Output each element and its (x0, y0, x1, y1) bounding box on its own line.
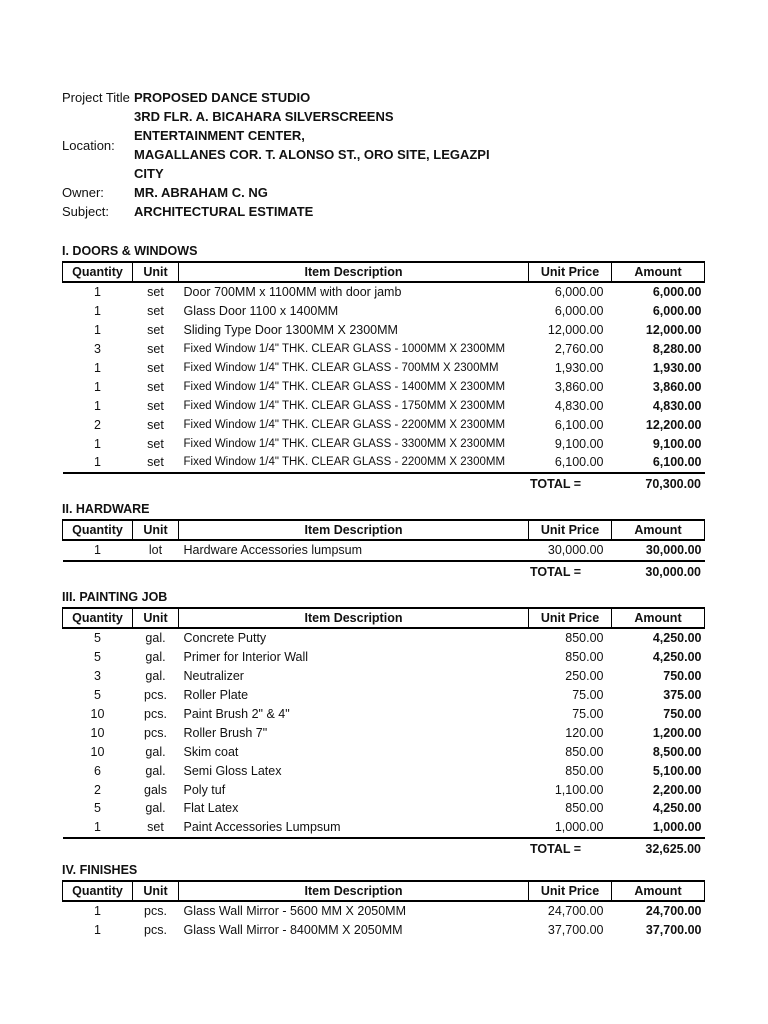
description-cell: Primer for Interior Wall (183, 650, 309, 665)
unit-header: Unit (133, 262, 179, 282)
section-painting-job (62, 589, 704, 859)
quantity-cell: 1 (94, 379, 101, 394)
owner-row (62, 183, 532, 202)
quantity-cell: 1 (63, 453, 133, 473)
quantity-cell: 10 (90, 725, 105, 740)
section-title: III. PAINTING JOB (62, 590, 168, 604)
description-cell: Glass Wall Mirror - 5600 MM X 2050MM (183, 904, 406, 919)
amount-cell: 750.00 (663, 669, 702, 684)
amount-cell: 24,700.00 (645, 904, 702, 919)
amount-cell: 6,000.00 (652, 285, 702, 300)
table-row (63, 742, 705, 761)
amount-header: Amount (612, 262, 705, 282)
table-row (63, 396, 705, 415)
table-row (63, 628, 705, 648)
description-cell: Hardware Accessories lumpsum (179, 540, 529, 561)
unit-price-cell: 850.00 (565, 744, 604, 759)
unit-price-cell: 3,860.00 (554, 379, 604, 394)
quantity-cell: 1 (94, 361, 101, 375)
table-row (63, 359, 705, 378)
description-cell: Fixed Window 1/4" THK. CLEAR GLASS - 1000MM X 2300MM (183, 343, 506, 356)
quantity-cell: 5 (94, 801, 101, 816)
unit-price-cell: 850.00 (565, 763, 604, 778)
description-cell: Glass Wall Mirror - 8400MM X 2050MM (183, 923, 403, 938)
unit-price-cell: 850.00 (565, 650, 604, 665)
unit-price-cell: 850.00 (565, 801, 604, 816)
unit-cell: lot (133, 540, 179, 561)
unit-price-header: Unit Price (529, 881, 612, 901)
unit-price-cell: 6,000.00 (554, 304, 604, 319)
project-title-value: PROPOSED DANCE STUDIO (134, 90, 311, 105)
quantity-header: Quantity (63, 262, 133, 282)
unit-price-header: Unit Price (529, 262, 612, 282)
unit-cell: set (147, 285, 164, 300)
total-label: TOTAL = (530, 841, 582, 856)
description-cell: Roller Brush 7" (183, 725, 268, 740)
description-cell: Paint Brush 2" & 4" (183, 707, 290, 721)
amount-cell: 8,500.00 (652, 744, 702, 759)
description-cell: Semi Gloss Latex (183, 763, 282, 778)
quantity-cell: 1 (63, 818, 133, 838)
unit-price-cell: 850.00 (565, 631, 604, 646)
amount-header: Amount (612, 881, 705, 901)
location-label: Location: (62, 137, 115, 153)
quantity-cell: 1 (94, 285, 101, 300)
section-total (62, 839, 704, 859)
unit-cell: set (147, 323, 164, 338)
unit-price-cell: 37,700.00 (547, 923, 604, 938)
amount-cell: 750.00 (663, 707, 702, 721)
table-row (63, 705, 705, 724)
unit-price-cell: 9,100.00 (554, 436, 604, 451)
section-total (62, 474, 704, 494)
amount-header: Amount (612, 520, 705, 540)
table-row (63, 453, 705, 473)
estimate-table (62, 261, 705, 474)
description-header: Item Description (179, 262, 529, 282)
table-row (63, 377, 705, 396)
location-row (62, 107, 532, 183)
table-row (63, 686, 705, 705)
unit-price-cell: 250.00 (565, 669, 604, 684)
table-row (63, 415, 705, 434)
unit-price-cell: 4,830.00 (554, 398, 604, 413)
unit-cell: gal. (145, 631, 166, 646)
table-row (63, 648, 705, 667)
description-cell: Door 700MM x 1100MM with door jamb (183, 285, 402, 300)
table-row (63, 302, 705, 321)
unit-header: Unit (133, 520, 179, 540)
project-title-label: Project Title (62, 90, 130, 105)
table-row (63, 901, 705, 921)
table-header-row (63, 881, 705, 901)
amount-cell: 12,000.00 (645, 323, 702, 338)
table-row (63, 761, 705, 780)
table-row (63, 340, 705, 359)
owner-value: MR. ABRAHAM C. NG (134, 185, 268, 200)
quantity-cell: 1 (94, 304, 101, 319)
unit-price-cell: 30,000.00 (529, 540, 612, 561)
description-cell: Fixed Window 1/4" THK. CLEAR GLASS - 700MM X 2300MM (183, 362, 499, 374)
unit-price-cell: 75.00 (572, 688, 604, 703)
unit-price-header: Unit Price (529, 520, 612, 540)
description-cell: Glass Door 1100 x 1400MM (183, 304, 339, 319)
unit-cell: gal. (145, 744, 166, 759)
amount-cell: 37,700.00 (645, 923, 702, 938)
amount-cell: 12,200.00 (645, 417, 702, 432)
estimate-table (62, 880, 705, 940)
unit-price-cell: 120.00 (565, 725, 604, 740)
description-header: Item Description (179, 608, 529, 628)
quantity-cell: 5 (94, 631, 101, 646)
section-doors-windows (62, 243, 704, 494)
table-row (63, 921, 705, 940)
unit-cell: pcs. (144, 707, 167, 721)
section-title: IV. FINISHES (62, 863, 138, 877)
amount-cell: 6,100.00 (612, 453, 705, 473)
section-finishes (62, 862, 704, 940)
description-cell: Paint Accessories Lumpsum (179, 818, 529, 838)
unit-price-cell: 75.00 (572, 707, 604, 721)
unit-cell: set (147, 398, 164, 413)
unit-cell: set (147, 417, 164, 432)
unit-cell: set (147, 379, 164, 394)
total-value: 30,000.00 (645, 564, 701, 579)
amount-cell: 1,000.00 (612, 818, 705, 838)
subject-value: ARCHITECTURAL ESTIMATE (134, 204, 314, 219)
unit-cell: pcs. (144, 923, 167, 938)
quantity-cell: 3 (94, 669, 101, 684)
quantity-cell: 1 (94, 904, 101, 919)
quantity-cell: 2 (94, 417, 101, 432)
unit-price-cell: 6,100.00 (529, 453, 612, 473)
unit-cell: set (147, 342, 164, 357)
table-row (63, 799, 705, 818)
total-label: TOTAL = (530, 476, 582, 491)
description-cell: Neutralizer (183, 669, 244, 684)
quantity-cell: 2 (94, 782, 101, 797)
unit-cell: pcs. (144, 904, 167, 919)
quantity-cell: 10 (90, 744, 105, 759)
estimate-table (62, 607, 705, 839)
quantity-cell: 6 (94, 763, 101, 778)
description-cell: Sliding Type Door 1300MM X 2300MM (183, 323, 398, 338)
subject-row (62, 202, 532, 221)
description-header: Item Description (179, 520, 529, 540)
unit-cell: set (133, 453, 179, 473)
unit-header: Unit (133, 881, 179, 901)
quantity-cell: 1 (94, 923, 101, 938)
description-cell: Skim coat (183, 744, 239, 759)
unit-cell: set (133, 818, 179, 838)
quantity-cell: 5 (94, 650, 101, 665)
amount-cell: 30,000.00 (612, 540, 705, 561)
description-cell: Flat Latex (183, 801, 239, 816)
amount-cell: 5,100.00 (652, 763, 702, 778)
section-title: II. HARDWARE (62, 502, 150, 516)
estimate-table (62, 519, 705, 562)
amount-cell: 2,200.00 (652, 782, 702, 797)
quantity-header: Quantity (63, 520, 133, 540)
project-title-row (62, 88, 532, 107)
amount-cell: 4,830.00 (652, 398, 702, 413)
project-header (62, 88, 532, 221)
quantity-cell: 3 (94, 342, 101, 357)
unit-price-header: Unit Price (529, 608, 612, 628)
description-header: Item Description (179, 881, 529, 901)
unit-price-cell: 1,000.00 (529, 818, 612, 838)
unit-cell: set (147, 361, 164, 375)
quantity-cell: 1 (63, 540, 133, 561)
unit-cell: gal. (145, 669, 166, 684)
amount-cell: 6,000.00 (652, 304, 702, 319)
section-hardware (62, 501, 704, 582)
unit-price-cell: 1,930.00 (554, 361, 604, 375)
description-cell: Fixed Window 1/4" THK. CLEAR GLASS - 3300MM X 2300MM (183, 437, 506, 450)
subject-label: Subject: (62, 204, 109, 219)
unit-cell: pcs. (144, 725, 167, 740)
quantity-header: Quantity (63, 881, 133, 901)
quantity-header: Quantity (63, 608, 133, 628)
table-row (63, 434, 705, 453)
unit-cell: gals (144, 782, 167, 797)
unit-price-cell: 6,100.00 (554, 417, 604, 432)
amount-cell: 1,930.00 (652, 361, 702, 375)
table-row (63, 780, 705, 799)
unit-price-cell: 12,000.00 (547, 323, 604, 338)
table-row (63, 282, 705, 302)
unit-header: Unit (133, 608, 179, 628)
amount-cell: 4,250.00 (652, 801, 702, 816)
table-row (63, 321, 705, 340)
unit-cell: gal. (145, 801, 166, 816)
total-value: 32,625.00 (645, 841, 701, 856)
description-cell: Roller Plate (183, 688, 249, 703)
location-value: 3RD FLR. A. BICAHARA SILVERSCREENS ENTERTAINMENT CENTER, MAGALLANES COR. T. ALONSO ST., ORO SITE, LEGAZPI CITY (134, 109, 490, 181)
unit-price-cell: 6,000.00 (554, 285, 604, 300)
unit-cell: gal. (145, 650, 166, 665)
description-cell: Fixed Window 1/4" THK. CLEAR GLASS - 2200MM X 2300MM (183, 418, 506, 431)
total-value: 70,300.00 (645, 476, 701, 491)
quantity-cell: 1 (94, 323, 101, 338)
quantity-cell: 10 (90, 707, 105, 721)
description-cell: Concrete Putty (183, 631, 267, 646)
unit-cell: gal. (145, 763, 166, 778)
amount-cell: 9,100.00 (652, 436, 702, 451)
table-header-row (63, 520, 705, 540)
quantity-cell: 1 (94, 398, 101, 413)
total-label: TOTAL = (530, 564, 582, 579)
description-cell: Poly tuf (183, 782, 226, 797)
quantity-cell: 1 (94, 436, 101, 451)
unit-price-cell: 2,760.00 (554, 342, 604, 357)
table-header-row (63, 608, 705, 628)
description-cell: Fixed Window 1/4" THK. CLEAR GLASS - 2200MM X 2300MM (179, 453, 529, 473)
amount-cell: 1,200.00 (652, 725, 702, 740)
owner-label: Owner: (62, 185, 104, 200)
section-total (62, 562, 704, 582)
amount-cell: 8,280.00 (652, 342, 702, 357)
section-title: I. DOORS & WINDOWS (62, 244, 198, 258)
amount-header: Amount (612, 608, 705, 628)
unit-cell: set (147, 436, 164, 451)
table-row (63, 667, 705, 686)
unit-price-cell: 24,700.00 (547, 904, 604, 919)
table-row (63, 540, 705, 561)
amount-cell: 4,250.00 (652, 631, 702, 646)
quantity-cell: 5 (94, 688, 101, 703)
table-row (63, 818, 705, 838)
amount-cell: 4,250.00 (652, 650, 702, 665)
table-header-row (63, 262, 705, 282)
table-row (63, 723, 705, 742)
amount-cell: 3,860.00 (652, 379, 702, 394)
unit-cell: pcs. (144, 688, 167, 703)
unit-price-cell: 1,100.00 (554, 782, 604, 797)
amount-cell: 375.00 (663, 688, 702, 703)
description-cell: Fixed Window 1/4" THK. CLEAR GLASS - 1400MM X 2300MM (183, 380, 506, 393)
unit-cell: set (147, 304, 164, 319)
description-cell: Fixed Window 1/4" THK. CLEAR GLASS - 1750MM X 2300MM (183, 399, 506, 412)
